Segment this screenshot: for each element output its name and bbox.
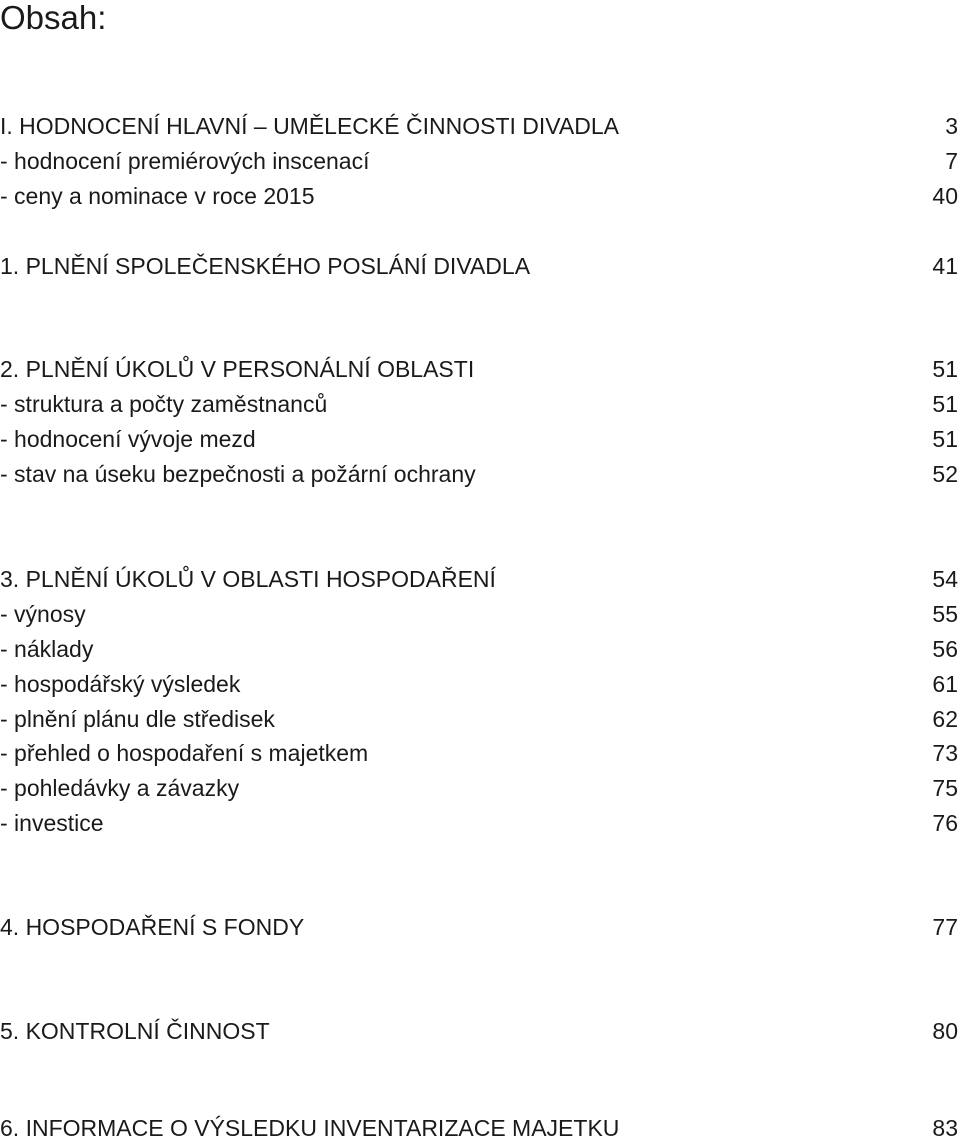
toc-section-1[interactable] [0, 251, 958, 281]
toc-subentry[interactable] [0, 738, 958, 768]
toc-entry-label: - ceny a nominace v roce 2015 [0, 183, 315, 209]
toc-subentry[interactable] [0, 704, 958, 734]
toc-section-i[interactable] [0, 111, 958, 141]
toc-page-number: 61 [932, 671, 958, 697]
toc-page-number: 3 [945, 113, 958, 139]
toc-page-number: 73 [932, 740, 958, 766]
toc-entry-label: 5. KONTROLNÍ ČINNOST [0, 1018, 270, 1044]
toc-entry-label: I. HODNOCENÍ HLAVNÍ – UMĚLECKÉ ČINNOSTI DIVADLA [0, 113, 619, 139]
toc-page-number: 56 [932, 636, 958, 662]
toc-entry-label: 1. PLNĚNÍ SPOLEČENSKÉHO POSLÁNÍ DIVADLA [0, 253, 531, 279]
toc-entry-label: - výnosy [0, 601, 86, 627]
toc-entry-label: - náklady [0, 636, 94, 662]
toc-page-number: 51 [932, 391, 958, 417]
toc-page-number: 40 [932, 183, 958, 209]
toc-page-number: 83 [932, 1115, 958, 1141]
toc-subentry[interactable] [0, 459, 958, 489]
toc-subentry[interactable] [0, 146, 958, 176]
toc-page-number: 77 [932, 914, 958, 940]
toc-page-number: 55 [932, 601, 958, 627]
toc-section-6[interactable] [0, 1113, 958, 1143]
toc-entry-label: 3. PLNĚNÍ ÚKOLŮ V OBLASTI HOSPODAŘENÍ [0, 566, 496, 592]
toc-entry-label: - hodnocení vývoje mezd [0, 426, 256, 452]
toc-entry-label: - stav na úseku bezpečnosti a požární ochrany [0, 461, 476, 487]
toc-page-number: 80 [932, 1018, 958, 1044]
toc-section-5[interactable] [0, 1016, 958, 1046]
toc-subentry[interactable] [0, 181, 958, 211]
toc-entry-label: 4. HOSPODAŘENÍ S FONDY [0, 914, 305, 940]
toc-page-number: 52 [932, 461, 958, 487]
toc-entry-label: - plnění plánu dle středisek [0, 706, 275, 732]
toc-entry-label: 2. PLNĚNÍ ÚKOLŮ V PERSONÁLNÍ OBLASTI [0, 356, 475, 382]
toc-entry-label: - hospodářský výsledek [0, 671, 241, 697]
toc-subentry[interactable] [0, 634, 958, 664]
toc-page-number: 7 [945, 148, 958, 174]
toc-entry-label: - struktura a počty zaměstnanců [0, 391, 328, 417]
toc-entry-label: - hodnocení premiérových inscenací [0, 148, 370, 174]
toc-page-number: 51 [932, 356, 958, 382]
toc-entry-label: - investice [0, 810, 104, 836]
toc-page-number: 51 [932, 426, 958, 452]
toc-entry-label: 6. INFORMACE O VÝSLEDKU INVENTARIZACE MAJETKU [0, 1115, 620, 1141]
toc-page-number: 54 [932, 566, 958, 592]
toc-page-number: 41 [932, 253, 958, 279]
toc-subentry[interactable] [0, 424, 958, 454]
toc-subentry[interactable] [0, 669, 958, 699]
toc-page-number: 75 [932, 775, 958, 801]
toc-subentry[interactable] [0, 599, 958, 629]
toc-page-number: 62 [932, 706, 958, 732]
toc-page-number: 76 [932, 810, 958, 836]
toc-section-2[interactable] [0, 354, 958, 384]
toc-entry-label: - přehled o hospodaření s majetkem [0, 740, 369, 766]
toc-subentry[interactable] [0, 808, 958, 838]
toc-subentry[interactable] [0, 773, 958, 803]
toc-section-3[interactable] [0, 564, 958, 594]
toc-entry-label: - pohledávky a závazky [0, 775, 240, 801]
page-title: Obsah: [0, 0, 107, 36]
toc-section-4[interactable] [0, 912, 958, 942]
toc-subentry[interactable] [0, 389, 958, 419]
